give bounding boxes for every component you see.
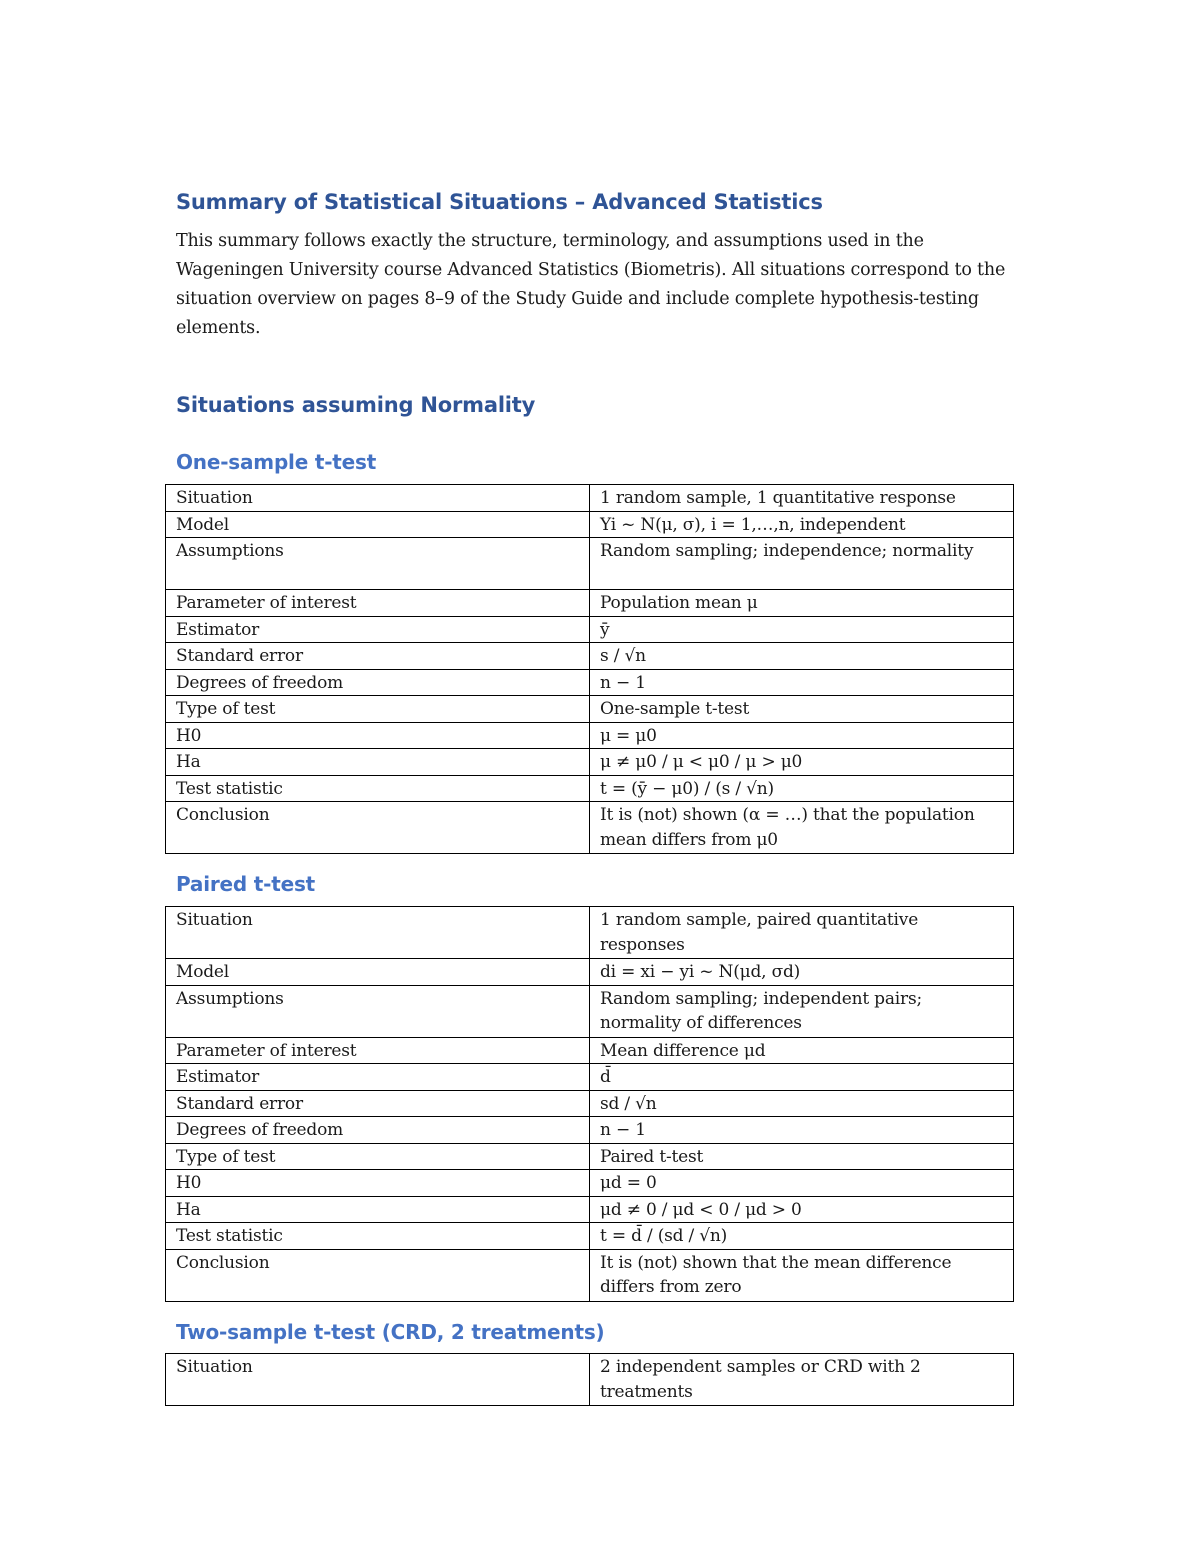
table-row — [166, 985, 1014, 1037]
table-row — [166, 1170, 1014, 1197]
section-heading-normality: Situations assuming Normality — [176, 393, 536, 417]
row-key: H0 — [166, 722, 590, 749]
table-row — [166, 1090, 1014, 1117]
row-key: Conclusion — [166, 1249, 590, 1301]
table-row — [166, 511, 1014, 538]
row-value: Mean difference μd — [590, 1037, 1014, 1064]
table-row — [166, 696, 1014, 723]
row-key: Test statistic — [166, 1223, 590, 1250]
table-row — [166, 1354, 1014, 1406]
row-value: Yi ~ N(μ, σ), i = 1,…,n, independent — [590, 511, 1014, 538]
row-key: Situation — [166, 907, 590, 959]
row-value: μ ≠ μ0 / μ < μ0 / μ > μ0 — [590, 749, 1014, 776]
row-value: 1 random sample, 1 quantitative response — [590, 485, 1014, 512]
table-row — [166, 1249, 1014, 1301]
table-row — [166, 722, 1014, 749]
row-key: Situation — [166, 485, 590, 512]
row-value: μ = μ0 — [590, 722, 1014, 749]
table-row — [166, 669, 1014, 696]
row-value: d̄ — [590, 1064, 1014, 1091]
table-row — [166, 1143, 1014, 1170]
row-key: Test statistic — [166, 775, 590, 802]
row-value: μd = 0 — [590, 1170, 1014, 1197]
table-row — [166, 775, 1014, 802]
document-title: Summary of Statistical Situations – Advanced Statistics — [176, 190, 823, 214]
row-value: t = (ȳ − μ0) / (s / √n) — [590, 775, 1014, 802]
table-two-sample-t-test — [165, 1353, 1014, 1406]
row-key: Assumptions — [166, 538, 590, 590]
row-key: Estimator — [166, 1064, 590, 1091]
row-key: Type of test — [166, 1143, 590, 1170]
table-row — [166, 590, 1014, 617]
table-row — [166, 485, 1014, 512]
row-key: Model — [166, 511, 590, 538]
heading-one-sample-t-test: One-sample t-test — [176, 450, 377, 474]
table-row — [166, 802, 1014, 854]
row-value: Paired t-test — [590, 1143, 1014, 1170]
row-value: μd ≠ 0 / μd < 0 / μd > 0 — [590, 1196, 1014, 1223]
row-key: Parameter of interest — [166, 590, 590, 617]
row-key: Type of test — [166, 696, 590, 723]
table-row — [166, 959, 1014, 986]
row-value: Random sampling; independence; normality — [590, 538, 1014, 590]
table-one-sample-t-test — [165, 484, 1014, 854]
row-key: Assumptions — [166, 985, 590, 1037]
row-value: n − 1 — [590, 1117, 1014, 1144]
row-key: Degrees of freedom — [166, 669, 590, 696]
row-key: Estimator — [166, 616, 590, 643]
row-key: Parameter of interest — [166, 1037, 590, 1064]
row-key: Degrees of freedom — [166, 1117, 590, 1144]
table-paired-t-test — [165, 906, 1014, 1302]
row-value: It is (not) shown (α = …) that the population mean differs from μ0 — [590, 802, 1014, 854]
table-row — [166, 538, 1014, 590]
row-value: One-sample t-test — [590, 696, 1014, 723]
row-key: Situation — [166, 1354, 590, 1406]
table-row — [166, 749, 1014, 776]
row-value: s / √n — [590, 643, 1014, 670]
heading-two-sample-t-test: Two-sample t-test (CRD, 2 treatments) — [176, 1320, 605, 1344]
row-key: H0 — [166, 1170, 590, 1197]
row-value: 2 independent samples or CRD with 2 treatments — [590, 1354, 1014, 1406]
row-key: Conclusion — [166, 802, 590, 854]
row-key: Ha — [166, 749, 590, 776]
row-value: 1 random sample, paired quantitative responses — [590, 907, 1014, 959]
row-value: di = xi − yi ~ N(μd, σd) — [590, 959, 1014, 986]
table-row — [166, 1037, 1014, 1064]
table-row — [166, 1064, 1014, 1091]
row-value: It is (not) shown that the mean difference differs from zero — [590, 1249, 1014, 1301]
table-row — [166, 616, 1014, 643]
row-value: Population mean μ — [590, 590, 1014, 617]
heading-paired-t-test: Paired t-test — [176, 872, 316, 896]
table-row — [166, 1117, 1014, 1144]
table-row — [166, 907, 1014, 959]
row-key: Standard error — [166, 643, 590, 670]
row-key: Ha — [166, 1196, 590, 1223]
row-value: sd / √n — [590, 1090, 1014, 1117]
table-row — [166, 643, 1014, 670]
row-value: t = d̄ / (sd / √n) — [590, 1223, 1014, 1250]
row-value: ȳ — [590, 616, 1014, 643]
intro-paragraph: This summary follows exactly the structure, terminology, and assumptions used in the Wageningen University course Advanced Statistics (Biometris). All situations correspond to the situation overview on pages 8–9 of the Study Guide and include complete hypothesis-testing elements. — [176, 231, 1006, 338]
row-key: Standard error — [166, 1090, 590, 1117]
table-row — [166, 1196, 1014, 1223]
row-key: Model — [166, 959, 590, 986]
table-row — [166, 1223, 1014, 1250]
row-value: n − 1 — [590, 669, 1014, 696]
row-value: Random sampling; independent pairs; normality of differences — [590, 985, 1014, 1037]
